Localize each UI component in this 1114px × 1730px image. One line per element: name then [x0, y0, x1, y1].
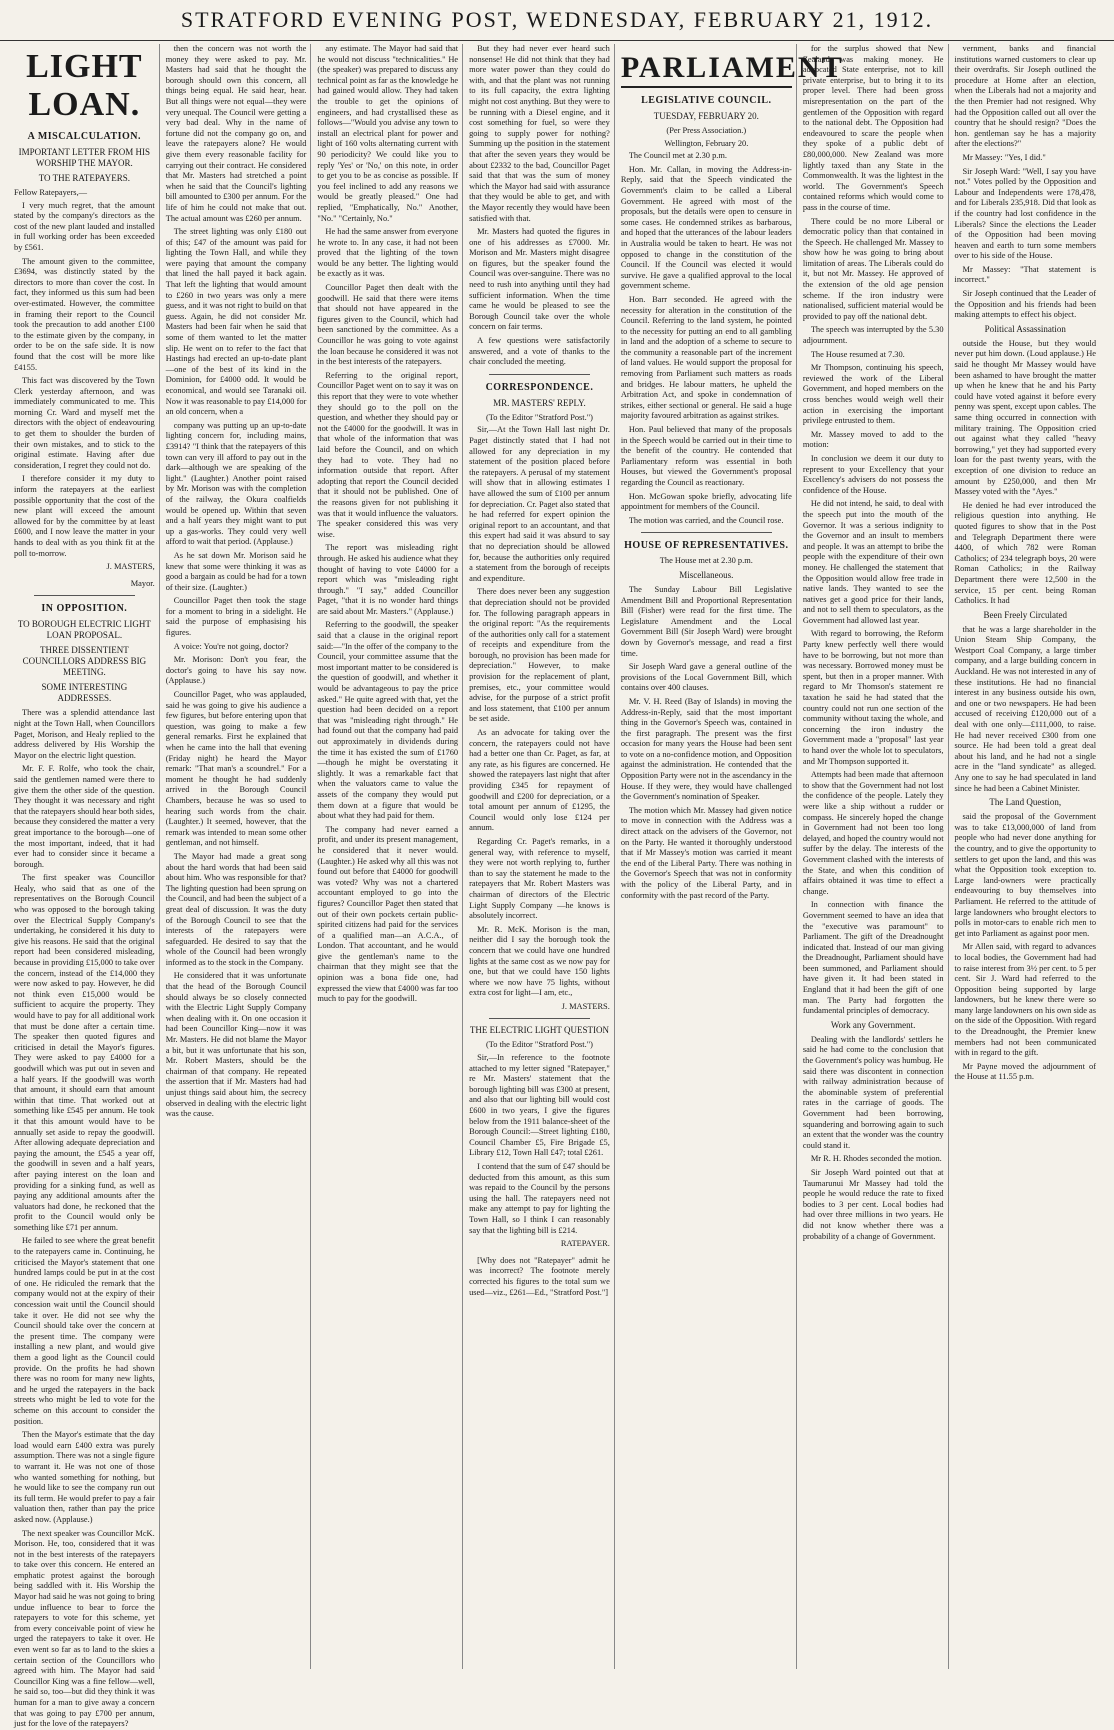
parliament-para-6: The motion was carried, and the Council rose.	[628, 515, 784, 525]
column-2	[166, 44, 312, 1669]
col2-para-1: then the concern was not worth the money they were asked to pay. Mr. Masters had said that he thought the borough should own this concern, all things being equal. He said hear, hear. But all things were not equal—they were very unequal. The Council were getting a very bad deal. Why in the name of fortune did not the company go on, and leave the ratepayers alone? He would give them every reasonable facility for carrying out their contract. He considered that Mr. Masters had stretched a point when he said that the Council's lighting bill amounted to £300 per annum. For the life of him he could not make that out. The actual amount was £260 per annum.	[165, 44, 307, 223]
miscellaneous-heading: Miscellaneous.	[679, 569, 734, 580]
light-loan-deck: IMPORTANT LETTER FROM HIS WORSHIP THE MAYOR.	[18, 147, 151, 168]
light-loan-sub: A MISCALCULATION.	[27, 131, 142, 142]
parliament-headline: PARLIAMENT	[621, 50, 792, 88]
column-6	[803, 44, 949, 1669]
house-para-2: Sir Joseph Ward gave a general outline of the provisions of the Local Government Bill, which contains over 400 clauses.	[620, 662, 792, 693]
electric-question-heading: THE ELECTRIC LIGHT QUESTION	[469, 1025, 609, 1036]
col6-para-8: He did not intend, he said, to deal with the speech put into the mouth of the Governor. It was a serious indignity to the Governor and an insult to members and people. It was an attempt to bribe the people with the expenditure of their own money. He challenged the statement that the Opposition would allow free trade in native lands. They wanted to see the natives get a good price for their lands, and not to sell them to speculators, as the Government had allowed last year.	[802, 499, 944, 625]
opposition-para-1: There was a splendid attendance last night at the Town Hall, when Councillors Paget, Morison, and Healy replied to the address delivered by His Worship the Mayor on the electric light question.	[14, 708, 155, 760]
col6-para-3: The speech was interrupted by the 5.30 adjournment.	[802, 325, 944, 346]
newspaper-columns	[14, 44, 1100, 1729]
house-met: The House met at 2.30 p.m.	[659, 556, 753, 566]
opposition-deck-2: THREE DISSENTIENT COUNCILLORS ADDRESS BIG MEETING.	[22, 645, 147, 678]
parliament-para-1: The Council met at 2.30 p.m.	[628, 151, 727, 161]
col6-para-11: In connection with finance the Government seemed to have an idea that the "executive was paramount" to Parliament. The gift of the Dreadnought indicated that. Instead of our man giving the Dreadnought, Parliament should have been summoned, and Parliament should have given it. It had been stated in England that it had been the gift of one man. The Party had forgotten the fundamental principles of democracy.	[802, 900, 944, 1016]
parliament-para-5: Hon. McGowan spoke briefly, advocating life appointment for members of the Council.	[620, 491, 792, 512]
electric-question-editor: (To the Editor "Stratford Post.")	[485, 1040, 593, 1050]
ratepayer-editor-note: [Why does not "Ratepayer" admit he was incorrect? The footnote merely corrected his figures to the total sum we used—viz., £261—Ed., "Stratford Post."]	[469, 1255, 610, 1297]
col7-para-3: Sir Joseph Ward: "Well, I say you have not." Votes polled by the Opposition and Labour and Independents were 178,478, and for Liberals 235,918. Did that look as if the country had lost confidence in the Liberals? Since the elections the Leader of the Opposition had been moving heaven and earth to turn some members over to his side of the House.	[954, 166, 1097, 261]
col7-para-5: Sir Joseph continued that the Leader of the Opposition and his friends had been making attempts to effect his object.	[954, 289, 1097, 320]
house-para-3: Mr. V. H. Reed (Bay of Islands) in moving the Address-in-Reply, said that the most important thing in the Governor's Speech was, contained in the first paragraph. The present was the first occasion for many years the House had been sent to vote on a no-confidence motion, and Opposition against the administration. He contended that the Opposition Party were not in the ascendancy in the House. If they were, they would have challenged the Government's nomination of Speaker.	[620, 696, 792, 802]
masters-reply-para-1: Sir,—At the Town Hall last night Dr. Paget distinctly stated that I had not allowed for any depreciation in my statement of the position placed before the ratepayers. A perusal of my statement will show that in allowing estimates I have allowed the sum of £100 per annum for depreciation. Cr. Paget also stated that he had referred for expert opinion the original report to an accountant, and that this expert had said it was absurd to say that no depreciation should be allowed for, because the authorities only required a statement from the borough of receipts and expenditure.	[469, 425, 610, 583]
parliament-para-2: Hon. Mr. Callan, in moving the Address-in-Reply, said that the Speech vindicated the Government's claim to be called a Liberal Government. He agreed with most of the proposals, but the details were open to censure in some cases. He condemned strikes as barbarous, and hoped that the utterances of the labour leaders in Australia would be taken to heart. He was not opposed to change in the constitution of the Council. If the Council was elected it would survive. He gave a qualified approval to the local government scheme.	[620, 164, 792, 291]
work-any-government-subhead: Work any Government.	[830, 1019, 916, 1030]
house-para-1: The Sunday Labour Bill Legislative Amendment Bill and Proportional Representation Bill (Fisher) were read for the first time. The Legislature Amendment and the Local Government Bill (Sir Joseph Ward) were brought down by Governor's message, and read a first time.	[620, 584, 792, 658]
divider	[489, 1018, 590, 1019]
column-7	[955, 44, 1101, 1669]
column-1	[14, 44, 160, 1729]
col7-para-13: Mr Allen said, with regard to advances to local bodies, the Government had had to raise interest from 3½ per cent. to 5 per cent. Sir J. Ward had referred to the Opposition being supported by large landowners, but he knew there were so many large landowners on his own side as on the side of the Opposition. With regard to the Dreadnought, the Premier knew members had not been communicated with in regard to the gift.	[954, 942, 1097, 1058]
col3-para-4: Referring to the original report, Councillor Paget went on to say it was on this report that they were to vote whether they should go to the poll on the question, and whether they should pay or not the £4000 for the goodwill. It was in that whole of the information that was laid before the Council, and on which they had to vote. They had no information outside that report. After adopting that report the Council decided that it should not be published. One of the reasons given for not publishing it was that it would influence the valuators. The speaker considered this was very wise.	[317, 370, 459, 539]
light-loan-para-2: The amount given to the committee, £3694, was distinctly stated by the directors to more than cover the cost. In fact, they informed us this sum had been over-estimated. However, the committee in framing their report to the Council took the precaution to add another £100 to the estimate given by the company, in order to be on the safe side. It is now found that the cost will be more like £4155.	[14, 256, 155, 372]
column-4	[469, 44, 615, 1669]
house-heading: HOUSE OF REPRESENTATIVES.	[624, 540, 789, 552]
freely-circulated-subhead: Been Freely Circulated	[983, 609, 1068, 620]
opposition-deck-1: TO BOROUGH ELECTRIC LIGHT LOAN PROPOSAL.	[17, 619, 151, 641]
divider	[489, 374, 590, 375]
col7-para-14: Mr Payne moved the adjournment of the House at 11.55 p.m.	[954, 1061, 1097, 1082]
col2-para-9: The Mayor had made a great song about the hard words that had been said about him. Who was responsible for that? The lighting question had been sprung on the Council, and had been the subject of a great deal of discussion. It was the duty of the Borough Council to see that the interests of the ratepayers were safeguarded. He desired to say that the whole of the Council had been wrongly informed as to the stock in the Company.	[165, 851, 307, 967]
col6-para-10: Attempts had been made that afternoon to show that the Government had not lost the confidence of the people. Lately they were like a ship without a rudder or compass. He sincerely hoped the change in Government had not been too long delayed, and hoped the country would not suffer by the delay. The interests of the Government clashed with the interests of the State, and when this condition of affairs obtained it was time to effect a change.	[802, 770, 944, 896]
light-loan-para-1: I very much regret, that the amount stated by the company's directors as the cost of the new plant lauded and installed in full working order has been exceeded by £561.	[14, 200, 155, 252]
col2-para-4: As he sat down Mr. Morison said he knew that some were thinking it was as good a bargain as could be had for a town of their size. (Laughter.)	[165, 550, 307, 592]
light-loan-salutation: Fellow Ratepayers,—	[14, 188, 88, 197]
col6-para-1: for the surplus showed that New Zealand was making money. He advocated State enterprise, not to kill private enterprise, but to bring it to its proper level. There had been gross misrepresentation on the part of the gentlemen of the Opposition with regard to the national debt. The Opposition had endeavoured to scare the people when they spoke of a public debt of £80,000,000. New Zealand was more lightly taxed than any State in the Commonwealth. It was the lightest in the world. The Government's Speech contained reforms which would come to pass in the course of time.	[802, 44, 944, 212]
correspondence-heading: CORRESPONDENCE.	[485, 381, 594, 393]
opposition-headline: IN OPPOSITION.	[41, 603, 128, 615]
col3-para-1: any estimate. The Mayor had said that he would not discuss "technicalities." He (the speaker) was prepared to discuss any technical point as far as the knowledge he had gained would allow. They had taken the trouble to get the opinions of engineers, and had crystallised these as follows—"Would you advise any town to install an electrical plant for power and light of 160 volts alternating current with 90 periodicity? We could like you to reply 'Yes' or 'No,' on this note, in order to get you to be as concise as possible. If you feel inclined to add any reasons we would be greatly pleased." One had replied, "Emphatically, No." Another, "No." "Certainly, No."	[317, 44, 459, 223]
col7-para-4: Mr Massey: "That statement is incorrect."	[954, 264, 1097, 285]
opposition-deck-3: SOME INTERESTING ADDRESSES.	[41, 682, 128, 704]
light-loan-signature: J. MASTERS,	[106, 562, 155, 572]
col7-para-7: outside the House, but they would never put him down. (Loud applause.) He said he thought Mr Massey would have been ashamed to have brought the matter up when he knew that he and his Party could have voted against it before every penny was spent, except upon cables. The same thing occurred in connection with military training. The Opposition cried out against what they called "heavy borrowing," yet they had supported every loan for the past twenty years, with the exception of one division to reduce an amount by £250,000, and then Mr Massey voted with the "Ayes."	[954, 338, 1097, 497]
col6-para-15: Sir Joseph Ward pointed out that at Taumarunui Mr Massey had told the people he would reduce the rate to fixed bodies to 3 per cent. Local bodies had had over three millions in two years. He did not know whether there was a probability of a change of Government.	[802, 1167, 944, 1241]
opposition-para-6: The next speaker was Councillor McK. Morison. He, too, considered that it was not in the best interests of the ratepayers to take over this concern. He entered an emphatic protest against the borough being saddled with it. His Worship the Mayor had said he was not going to bring undue influence to bear to force the ratepayers to vote for this scheme, yet from every conceivable point of view he urged the ratepayers to take it over. He even went so far as to land to the skies a certain section of the Councillors who agreed with him. The Mayor had said Councillor King was a fine fellow—well, he said so, too—but did they think it was human for a man to give away a concern that was going to pay £700 per annum, just for the love of the ratepayers?	[14, 1528, 155, 1729]
masters-reply-para-2: There does never been any suggestion that depreciation should not be provided for. The following paragraph appears in the original report: "As the requirements of the authorities only call for a statement of receipts and expenditure from the borough, no provision has been made for depreciation." However, to make provision for the replacement of plant, premises, etc., your committee would advise, for the purpose of a strict profit and loss statement, that £100 per annum be set aside.	[469, 587, 610, 724]
col6-para-7: In conclusion we deem it our duty to represent to your Excellency that your Excellency's advisers do not possess the confidence of the House.	[802, 453, 944, 495]
masters-reply-editor: (To the Editor "Stratford Post.")	[485, 412, 593, 422]
col2-para-3: company was putting up an up-to-date lighting concern for, including mains, £3914? "I think that the ratepayers of this town can very ill afford to pay out in the dark—although we are speaking of the light." (Laughter.) Another point raised by Mr. Morison was with the completion of the railway, the Okura coalfields would be opened up. Within that seven and a half years they might want to put up a gas-works. They could very well afford to wait that period. (Applause.)	[165, 420, 307, 547]
masthead: STRATFORD EVENING POST, WEDNESDAY, FEBRUARY 21, 1912.	[0, 0, 1114, 41]
col2-para-8: Councillor Paget, who was applauded, said he was going to give his audience a few figures, but before entering upon that question, was going to make a few general remarks. First he explained that when he came into the hall that evening (Friday night) he heard the Mayor remark: "That man's a scoundrel." For a moment he thought he had suddenly arrived in the Borough Council Chambers, because he was so used to hearing such words from the chair. (Laughter.) It seemed, however, that the remark was intended to mean some other gentleman, and not himself.	[165, 690, 307, 848]
col2-para-5: Councillor Paget then took the stage for a moment to bring in a sidelight. He said the purpose of emphasising his figures.	[165, 596, 307, 638]
opposition-para-5: Then the Mayor's estimate that the day load would earn £400 extra was purely assumption. There was not a single figure to warrant it. He was not one of those who wanted something for nothing, but he would like to see the company run out its full term. He would prefer to pay a fair valuation then, rather than pay the price asked now. (Applause.)	[14, 1430, 155, 1524]
land-question-subhead: The Land Question,	[989, 797, 1062, 808]
col6-para-9: With regard to borrowing, the Reform Party knew perfectly well there would have to be borrowing, but not more than was necessary. Borrowed money must be spent, but then in a proper manner. With regard to Mr Thomson's statement re taxation he said he had stated that the country could not run one section of the community without taxing the whole, and concerning the iron industry the Government made a "proposal" last year to hand over the whole lot to speculators, and Mr Thompson supported it.	[802, 629, 944, 766]
parliament-dateline: Wellington, February 20.	[664, 138, 749, 148]
col7-para-2: Mr Massey: "Yes, I did."	[962, 152, 1046, 162]
col7-para-12: said the proposal of the Government was to take £13,000,000 of land from people who had never done anything for the country, and to give the opportunity to settlers to get upon the land, and this was what the Opposition took exception to. Large land-owners were practically endeavouring to buy themselves into Parliament. He referred to the attitude of large landowners who brought electors to polls in motor-cars to enable rich men to get into Parliament as against poor men.	[954, 812, 1097, 938]
divider	[34, 595, 135, 596]
col7-para-10: that he was a large shareholder in the Union Steam Ship Company, the Westport Coal Company, a large timber company, and a large building concern in Auckland. He was not interested in any of these institutions. He had no financial interest in any business outside his own, and one or two newspapers. He had been accused of receiving £120,000 out of a deal with one only—£111,000, to raise. He had never received £300 from one source. He had been told a great deal about his land, and he had not a single acre in the "land syndicate" as alleged. Any one to say he had speculated in land since he had been a Cabinet Minister.	[954, 624, 1097, 793]
light-loan-para-3: This fact was discovered by the Town Clerk yesterday afternoon, and was immediately communicated to me. This morning Cr. Ward and myself met the directors with the object of endeavouring to get them to shoulder the burden of their own mistakes, and to stick to the original estimate. Having after due consideration, I regret they could not do.	[14, 376, 155, 470]
political-assassination-subhead: Political Assassination	[984, 323, 1066, 334]
opposition-para-4: He failed to see where the great benefit to the ratepayers came in. Continuing, he criticised the Mayor's statement that one hundred lamps could be put in at the cost of one. He ridiculed the remark that the company would not at the expiry of their concession wait until the Council should take it over. He did not see why the Council should take over the concern at the present time. The company were installing a new plant, and would give them a good light as the Council could provide. On the profits he had shown there was no room for many new lights, and he urged the ratepayers in the back streets who might be led to vote for the scheme on this account to consider the position.	[14, 1236, 155, 1426]
col2-para-6: A voice: You're not going, doctor?	[173, 641, 289, 651]
col6-para-4: The House resumed at 7.30.	[810, 349, 905, 359]
electric-question-para-1: Sir,—In reference to the footnote attached to my letter signed "Ratepayer," re Mr. Masters' statement that the borough lighting bill was £300 at present, and also that our lighting bill would cost £600 in two years, I give the figures below from the 1911 balance-sheet of the Borough Council:—Street lighting £180, Council Chamber £5, Fire Brigade £5, Library £12, Town Hall £47; total £261.	[469, 1053, 610, 1158]
col3-para-2: He had the same answer from everyone he wrote to. In any case, it had not been proved that the lighting of the town would be any better. The lighting would be exactly as it was.	[317, 227, 459, 279]
parliament-date: TUESDAY, FEBRUARY 20.	[653, 111, 759, 121]
col4-para-2: Mr. Masters had quoted the figures in one of his addresses as £7000. Mr. Morison and Mr. Masters might disagree on figures, but the speaker found the Council was over-sanguine. There was no need to rush into anything until they had sufficient information. When the time came he would be pleased to see the Borough Council take over the whole concern on fair terms.	[469, 227, 610, 332]
opposition-para-3: The first speaker was Councillor Healy, who said that as one of the representatives on the Borough Council who was opposed to the borough taking over the Electrical Supply Company's undertaking, he considered it his duty to give his reasons. He said that the original report had been considered misleading, because in providing £15,000 to take over the concern, instead of the £14,000 they were now asked to pay. However, he did not think even £15,000 would be sufficient to acquire the property. They would have to pay for all additional work that must be done after a certain time. The speaker then quoted figures and criticised in detail the Mayor's figures. They were asked to pay £4000 for a goodwill which was put out in seven and a half years. If the goodwill was worth that amount, it should earn that amount within that time. That worked out at something like £545 per annum. He took it that this amount would have to be annually set aside to repay the goodwill. After allowing adequate depreciation and paying the amount, the £545 a year off, the goodwill in seven and a half years, after paying interest on the loan and providing for a sinking fund, as well as paying any additional amounts after the valuators had done, he reckoned that the profit to the Council would only be something like £71 per annum.	[14, 873, 155, 1232]
col3-para-7: The company had never earned a profit, and under its present management, he considered that it never would. (Laughter.) He asked why all this was not found out before that £4000 for goodwill was voted? Why was not a chartered accountant employed to go into the figures? Councillor Paget then stated that out of their own pockets certain public-spirited citizens had paid for the services of a qualified man—an A.C.A., of London. That accountant, and he would give the gentleman's name to the chairman that they might see that the opinion was a bona fide one, had expressed the view that £4000 was far too much to pay for the goodwill.	[317, 824, 459, 1004]
masters-reply-para-4: Regarding Cr. Paget's remarks, in a general way, with reference to myself, they were not worth replying to, further than to say the statement he made to the ratepayers that Mr. Robert Masters was chairman of directors of the Electric Light Supply Company —he knows is absolutely incorrect.	[469, 836, 610, 921]
legislative-council-heading: LEGISLATIVE COUNCIL.	[641, 95, 772, 106]
masters-reply-para-5: Mr. R. McK. Morison is the man, neither did I say the borough took the concern that we could have one hundred lights at the same cost as we now pay for one, but that we could have 150 lights where we now have 75 lights, without extra cost for light—I am, etc.,	[469, 924, 610, 998]
col6-para-14: Mr R. H. Rhodes seconded the motion.	[810, 1154, 942, 1164]
column-3	[317, 44, 463, 1669]
col6-para-6: Mr. Massey moved to add to the motion:	[802, 429, 944, 450]
ratepayer-signature: RATEPAYER.	[560, 1239, 610, 1249]
parliament-para-3: Hon. Barr seconded. He agreed with the necessity for alteration in the constitution of the Council. Referring to the land system, he pointed to the necessity for putting an end to all gambling in land and the adoption of a scheme to secure to the community a reasonable part of the increment of land values. He would support the proposal for removing from Parliament such matters as roads and bridges. He labour matters, he upheld the Arbitration Act, and spoke in condemnation of strikes, either sectional or general. He said a huge majority favoured arbitration as against strikes.	[620, 294, 792, 421]
divider	[641, 532, 772, 533]
column-5	[620, 44, 844, 1669]
col2-para-7: Mr. Morison: Don't you fear, the doctor's going to have his say now. (Applause.)	[165, 655, 307, 686]
parliament-para-4: Hon. Paul believed that many of the proposals in the Speech would be carried out in their time to the benefit of the country. He contended that Parliamentary reform was essential in both Houses, but viewed the Government's proposal regarding the Council as reactionary.	[620, 425, 792, 487]
light-loan-para-4: I therefore consider it my duty to inform the ratepayers at the earliest possible opportunity that the cost of the new plant will exceed the amount allowed for by the committee by at least £600, and I now leave the matter in your hands to deal with as you think fit at the poll to-morrow.	[14, 474, 155, 558]
masters-reply-para-3: As an advocate for taking over the concern, the ratepayers could not have had a better one than Cr. Paget, as far, at any rate, as his figures are concerned. He showed the ratepayers last night that after providing £345 for repayment of goodwill and £200 for depreciation, or a total amount per annum of £1295, the Council would only lose £124 per annum.	[469, 728, 610, 833]
opposition-para-2: Mr. F. F. Rolfe, who took the chair, said the gentlemen named were there to give them the other side of the question. They thought it was necessary and right that the ratepayers should hear both sides, because they considered the matter a very great importance to the borough—one of the most important, indeed, that it had ever had to consider since it became a borough.	[14, 764, 155, 869]
light-loan-addressee: TO THE RATEPAYERS.	[38, 173, 130, 183]
col2-para-10: He considered that it was unfortunate that the head of the Borough Council should always be so closely connected with the Electric Light Supply Company when dealing with it. On one occasion it had been Councillor King—now it was Mr. Masters. He did not blame the Mayor a bit, but it was unfortunate that his son, Mr. Robert Masters, should be the chairman of that company. He repeated the assertion that if Mr. Masters had had unjust things said about him, the secrecy observed in dealing with the electric light was the cause.	[165, 971, 307, 1119]
col6-para-13: Dealing with the landlords' settlers he said he had come to the conclusion that the Government's policy was humbug. He said there was discontent in connection with railway administration because of the abominable system of preferential rates in the carriage of goods. The Government had been borrowing, squandering and borrowing again to such an extent that the wonder was the country could stand it.	[802, 1034, 944, 1150]
electric-question-para-2: I contend that the sum of £47 should be deducted from this amount, as this sum was repaid to the Council by the persons using the hall. The ratepayers need not make any attempt to pay for lighting the Town Hall, so I think I can reasonably say that the lighting bill is £214.	[469, 1162, 610, 1235]
col7-para-1: vernment, banks and financial institutions warned customers to clear up their overdrafts. Sir Joseph outlined the procedure at Home after an election, when the Liberals had not a majority and the then Premier had not resigned. Why had the Opposition called out all over the country that he should resign? "Does the hon. gentleman say he has a majority after the elections?"	[954, 44, 1097, 149]
house-para-4: The motion which Mr. Massey had given notice to move in connection with the Address was a direct attack on the advisers of the Governor, not on the Party. He wanted it thoroughly understood that if Mr Massey's motion was carried it meant the end of the Liberal Party. There was nothing in the Governor's Speech that was not in conformity with the policy of the Liberal Party, and in conformity with the past record of the Party.	[620, 805, 792, 900]
col4-para-3: A few questions were satisfactorily answered, and a vote of thanks to the chair concluded the meeting.	[469, 336, 610, 367]
light-loan-headline: LIGHT LOAN.	[26, 48, 143, 123]
masters-reply-heading: MR. MASTERS' REPLY.	[493, 397, 586, 408]
col3-para-5: The report was misleading right through. He asked his audience what they thought of having to vote £4000 for a report which was "misleading right through." "I say," added Councillor Paget, "that it is no wonder hard things are said about Mr. Masters." (Applause.)	[317, 543, 459, 616]
col3-para-6: Referring to the goodwill, the speaker said that a clause in the original report said:—"In the offer of the company to the Council, your committee assume that the most important matter to be considered is the question of goodwill, and whether it would be advantageous to pay the price asked." He quite agreed with that, yet the question had been decided on a report that was "misleading right through." He had found out that the company had paid out approximately in dividends during the time it has existed the sum of £1760 —though he might be overstating it slightly. It was a remarkable fact that when the valuators came to value the assets of the company they would put them down at a figure that would be about what they had paid for them.	[317, 620, 459, 821]
masters-reply-signature: J. MASTERS.	[561, 1001, 610, 1011]
col3-para-3: Councillor Paget then dealt with the goodwill. He said that there were items that should not have appeared in the figures given to the Council, which had been sanctioned by the committee. As a Councillor he was going to vote against the loan because he considered it was not in the best interests of the ratepayers.	[317, 283, 459, 367]
light-loan-signature-title: Mayor.	[130, 578, 155, 588]
col2-para-2: The street lighting was only £180 out of this; £47 of the amount was paid for lighting the Town Hall, and while they were paying that amount the company that lined the hall payed it back again. That left the lighting that would amount to £260 in two years was only a mere guess, and it was not right to build on that guess. Again, he did not consider Mr. Masters had been fair when he said that some of them wanted to let the matter slip. He went on to refer to the fact that Hastings had erected an up-to-date plant—one of the best of its kind in the Dominion, for £4000 odd. It would be economical, and would see Taranaki oil. Now it was reasonable to pay £14,000 for an old concern, when a	[165, 227, 307, 417]
press-association: (Per Press Association.)	[666, 126, 747, 135]
col6-para-2: There could be no more Liberal or democratic policy than that contained in the Speech. He challenged Mr. Massey to show how he was going to bring about limitation of areas. The Liberals could do it, but not Mr. Massey. He approved of the extension of the old age pension scheme. If the iron industry were nationalised, sufficient material would be provided to pay off the national debt.	[802, 216, 944, 321]
col4-para-1: But they had never ever heard such nonsense! He did not think that they had more water power than they could do with, and that the plant was not running to its full capacity, the extra lighting might not cost anything. But they were to be running with a Diesel engine, and it cost something for fuel, so were they going to supply power for nothing? Summing up the position in the statement that after the seven years they would be about £2332 to the bad, Councillor Paget said that that was the sum of money which the Mayor had said with assurance that they would be able to get, and with the Mayor recently they would have been satisfied with that.	[469, 44, 610, 223]
col6-para-5: Mr Thompson, continuing his speech, reviewed the work of the Liberal Government, and hoped members on the cross benches would weigh well their action in exercising the important privilege entrusted to them.	[802, 363, 944, 426]
col7-para-8: He denied he had ever introduced the religious question into anything. He quoted figures to show that in the Post and Telegraph Department there were 4400, of which 782 were Roman Catholics; of 234 telegraph boys, 20 were Roman Catholics; in the Railway Department there were 12,500 in the service, 15 per cent. being Roman Catholics. It had	[954, 500, 1097, 606]
